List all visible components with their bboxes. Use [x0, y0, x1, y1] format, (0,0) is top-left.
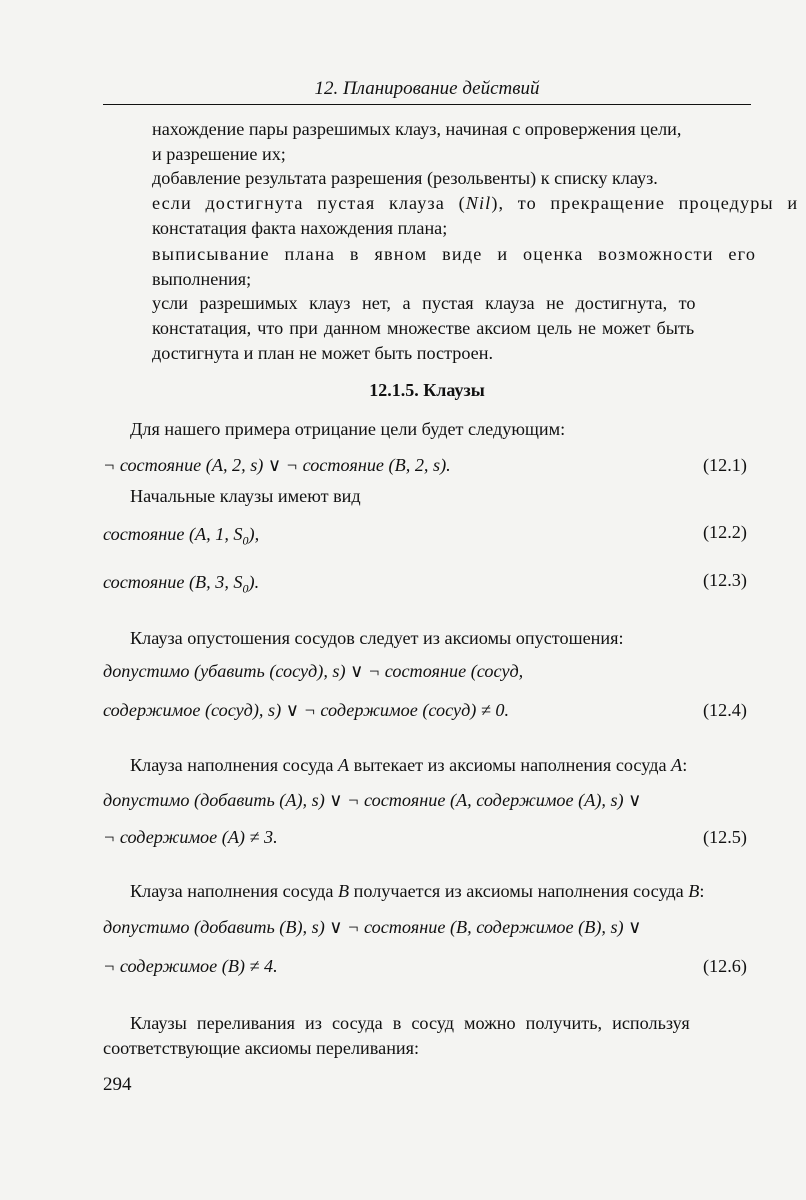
text-span: если достигнута пустая клауза ( — [152, 193, 466, 213]
equation-12-4-line1: допустимо (убавить (сосуд), s) ∨ ¬ состояние (сосуд, — [103, 661, 524, 681]
section-heading: 12.1.5. Клаузы — [369, 380, 485, 400]
text-span: состояние (B, 3, S — [103, 572, 243, 592]
equation-12-1: ¬ состояние (A, 2, s) ∨ ¬ состояние (B, 2, s). — [103, 455, 451, 475]
list-item-line: выполнения; — [152, 269, 252, 289]
header-rule — [103, 104, 751, 105]
text-span: Клауза наполнения сосуда — [130, 755, 338, 775]
equation-number: (12.2) — [703, 522, 747, 542]
equation-12-3 — [103, 570, 259, 602]
equation-12-5-line1: допустимо (добавить (A), s) ∨ ¬ состояние (A, содержимое (A), s) ∨ — [103, 790, 642, 810]
list-item-line: добавление результата разрешения (резольвенты) к списку клауз. — [152, 168, 658, 188]
text-span: получается из аксиомы наполнения сосуда — [349, 881, 689, 901]
paragraph-empty-clause: Клауза опустошения сосудов следует из аксиомы опустошения: — [130, 628, 624, 648]
list-item — [152, 191, 799, 241]
equation-number: (12.1) — [703, 455, 747, 475]
variable: A — [337, 755, 350, 775]
variable: B — [688, 881, 700, 901]
list-item — [152, 242, 757, 292]
running-header: 12. Планирование действий — [314, 78, 540, 99]
list-item — [152, 166, 752, 191]
equation-number: (12.5) — [703, 827, 747, 847]
text-span: ). — [248, 572, 260, 592]
subscript: 0 — [242, 581, 249, 596]
list-item-line: нахождение пары разрешимых клауз, начиная с опровержения цели, — [152, 119, 682, 139]
nil-symbol: Nil — [465, 193, 492, 213]
text-span: Клауза наполнения сосуда — [130, 881, 338, 901]
list-item-line: выписывание плана в явном виде и оценка возможности его — [152, 244, 757, 264]
text-span: : — [682, 755, 688, 775]
list-item — [152, 291, 752, 366]
paragraph-fill-b — [130, 879, 704, 904]
page-number: 294 — [103, 1074, 132, 1095]
paragraph-pour-line1: Клаузы переливания из сосуда в сосуд можно получить, используя — [130, 1013, 690, 1033]
paragraph-initial-clauses: Начальные клаузы имеют вид — [130, 486, 361, 506]
list-item-line: усли разрешимых клауз нет, а пустая клауза не достигнута, то — [152, 293, 696, 313]
text-span: состояние (A, 1, S — [103, 524, 243, 544]
equation-12-6-line1: допустимо (добавить (B), s) ∨ ¬ состояние (B, содержимое (B), s) ∨ — [103, 917, 642, 937]
list-item-line: констатация, что при данном множестве аксиом цель не может быть — [152, 318, 695, 338]
subscript: 0 — [242, 533, 249, 548]
equation-number: (12.4) — [703, 700, 747, 720]
equation-number: (12.3) — [703, 570, 747, 590]
text-span: : — [699, 881, 705, 901]
text-span: ), то прекращение процедуры и — [491, 193, 799, 213]
list-item — [152, 117, 752, 167]
equation-number: (12.6) — [703, 956, 747, 976]
equation-12-2 — [103, 522, 259, 554]
list-item-line — [152, 191, 799, 216]
paragraph-goal-negation: Для нашего примера отрицание цели будет следующим: — [130, 419, 566, 439]
text-span: ), — [248, 524, 260, 544]
variable: B — [337, 881, 350, 901]
paragraph-fill-a — [130, 753, 687, 778]
list-item-line: достигнута и план не может быть построен. — [152, 343, 494, 363]
text-span: вытекает из аксиомы наполнения сосуда — [349, 755, 672, 775]
paragraph-pour-line2: соответствующие аксиомы переливания: — [103, 1038, 420, 1058]
equation-12-5-line2: ¬ содержимое (A) ≠ 3. — [103, 827, 278, 847]
equation-12-4-line2: содержимое (сосуд), s) ∨ ¬ содержимое (сосуд) ≠ 0. — [103, 700, 510, 720]
list-item-line: и разрешение их; — [152, 144, 286, 164]
list-item-line: констатация факта нахождения плана; — [152, 218, 448, 238]
variable: A — [671, 755, 683, 775]
equation-12-6-line2: ¬ содержимое (B) ≠ 4. — [103, 956, 278, 976]
